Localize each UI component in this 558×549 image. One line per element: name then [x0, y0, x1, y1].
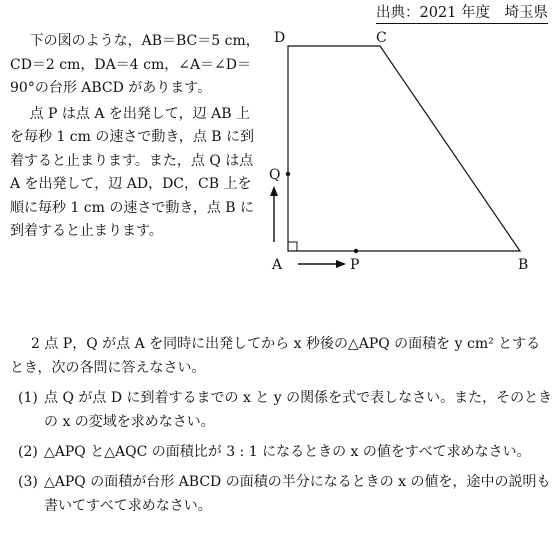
arrow-q-head — [270, 186, 278, 196]
problem-stem: 2 点 P，Q が点 A を同時に出発してから x 秒後の△APQ の面積を y cm² とするとき，次の各問に答えなさい。 — [10, 336, 541, 376]
question-item — [18, 386, 553, 434]
question-number: (3) — [18, 474, 38, 490]
question-item — [18, 470, 553, 518]
label-p: P — [350, 257, 360, 273]
question-item — [18, 440, 553, 464]
question-list — [18, 386, 553, 524]
trapezoid-figure — [266, 26, 556, 276]
source-citation: 出典：2021 年度 埼玉県 — [376, 4, 548, 24]
label-q: Q — [269, 167, 281, 183]
label-c: C — [376, 30, 387, 46]
question-text: △APQ の面積が台形 ABCD の面積の半分になるときの x の値を，途中の説明も書いてすべて求めなさい。 — [44, 474, 551, 514]
label-b: B — [518, 257, 529, 273]
label-a: A — [272, 257, 283, 273]
arrow-p-head — [336, 260, 346, 268]
intro-paragraph-1: 下の図のような，AB＝BC＝5 cm，CD＝2 cm，DA＝4 cm，∠A＝∠D＝90°の台形 ABCD があります。 — [10, 33, 260, 96]
intro-paragraph-2: 点 P は点 A を出発して，辺 AB 上を毎秒 1 cm の速さで動き，点 B に到着すると止まります。また，点 Q は点 A を出発して，辺 AD，DC，CB 上を順に毎秒 1 cm の速さで動き，点 B に到着すると止まります。 — [10, 105, 255, 239]
point-p — [354, 249, 358, 253]
question-number: (1) — [18, 390, 38, 406]
right-angle-mark — [288, 242, 297, 251]
question-text: 点 Q が点 D に到着するまでの x と y の関係を式で表しなさい。また，そのときの x の変域を求めなさい。 — [44, 390, 553, 430]
problem-intro — [10, 30, 262, 244]
label-d: D — [274, 30, 286, 46]
trapezoid-abcd — [288, 46, 520, 251]
question-text: △APQ と△AQC の面積比が 3 : 1 になるときの x の値をすべて求めなさい。 — [44, 444, 531, 460]
question-number: (2) — [18, 444, 38, 460]
point-q — [286, 172, 290, 176]
